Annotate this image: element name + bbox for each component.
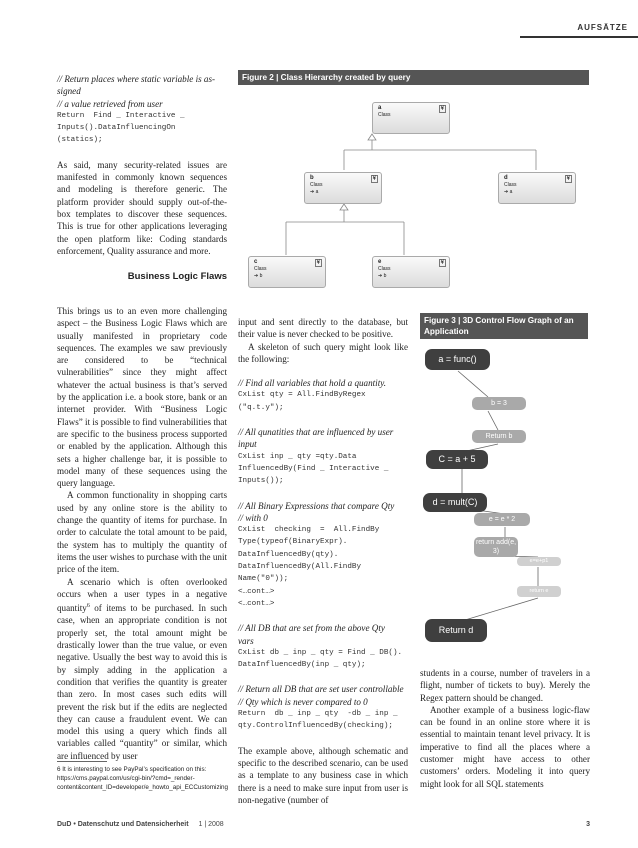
section-header: AUFSÄTZE [577,23,628,32]
paragraph: As said, many security-related issues are manifested in commonly known sequences and modeling is therefore generic. The platform provider should supply out-of-the-box templates to discover these sequences. This is true for other applications leveraging the open platform like: Coding standards enforcement, Quality assurance and more. [57,159,227,256]
footnote-rule [57,761,107,762]
flow-node-return-add: return add(e, 3) [475,539,517,555]
class-name: b [310,175,314,181]
code-line: (statics); [57,136,103,145]
paragraph-text: of items to be purchased. In such case, when an appropriate condition is not properly set, the total amount might be drastically lower than the true value, or even negative. Usually the best way to avoid this is by simply adding in the application a condition that verifies the quantity is greater than zero. In most cases such edits will prevent the risk but if the edits are neglected they can cause a fraudulent event. We can model this using a query which finds all variables called “quantity” or similar, which are influenced by user [57,603,227,761]
class-node-d [498,172,576,204]
collapse-icon: ¥ [440,260,444,266]
code-line: Inputs()); [238,477,284,486]
code-line: CxList db _ inp _ qty = Find _ DB(). [238,648,403,657]
code-comment: // Qty which is never compared to 0 [238,696,368,707]
flow-node-e-e-plus-p1: e=e+p1 [517,557,561,566]
code-line: Return Find _ Interactive _ [57,111,185,120]
column-2 [238,316,408,806]
flow-node-a-func: a = func() [425,349,490,370]
collapse-icon: ¥ [316,260,320,266]
class-name: c [254,259,258,265]
class-node-a [372,102,450,134]
code-line: Name("0")); [238,575,289,584]
class-stereotype: Class [378,266,391,272]
class-name: e [378,259,382,265]
code-comment: // All qunatities that are influenced by user [238,427,394,438]
class-parent: ➔ a [310,189,319,195]
code-line: CxList inp _ qty =qty.Data [238,452,357,461]
code-comment: vars [238,635,254,646]
collapse-icon: ¥ [566,176,570,182]
paragraph-text: A scenario which is often overlooked occurs when a user types in a negative quantity [57,576,227,614]
paragraph: A skeleton of such query might look like the following: [238,341,408,364]
journal-name: DuD • Datenschutz und Datensicherheit [57,821,189,828]
issue-number: 1 | 2008 [198,821,224,828]
column-1-top [57,73,227,295]
footnote: 6 It is interesting to see PayPal’s specification on this: https://cms.paypal.com/us/cgi-bin/?cmd=_render-content&content_ID=developer/e_howto_api_ECCustomizing [57,766,228,791]
code-comment: // All Binary Expressions that compare Qty [238,500,395,511]
flow-node-return-d: Return d [425,619,487,642]
class-node-b [304,172,382,204]
collapse-icon: ¥ [440,106,444,112]
code-comment: // Find all variables that hold a quantity. [238,378,387,389]
code-comment: // with 0 [238,512,268,523]
paragraph: input and sent directly to the database, but their value is never checked to be positive. [238,317,408,340]
paragraph: This brings us to an even more challenging aspect – the Business Logic Flaws which are usually manifested in proprietary code sequences. The examples we saw previously are considered to be “technical vulnerabilities” since they might affect whatever the actual business is that’s served by the application i.e. a book store, bank or an internet provider. With “Business Logic Flaws” it is possible to find vulnerabilities that are specific to the business process supported or enabled by the application. Although this sets a higher challenge bar, it is possible to model many of these sequences using the query language. [57,306,227,489]
paragraph: A common functionality in shopping carts used by any online store is the ability to change the quantity of items for purchase. In order to calculate the total amount to be paid, the system has to multiply the quantity of items the user wishes to purchase with the unit price of the item. [57,490,227,575]
page-number: 3 [586,821,590,828]
class-stereotype: Class [254,266,267,272]
paragraph: The example above, although schematic and specific to the described scenario, can be used as a template to any business case in which there is a need to make sure input from user is non-negative (number of [238,745,408,805]
flow-node-return-b: Return b [472,430,526,443]
code-line: <…cont…> [238,599,275,608]
class-parent: ➔ a [504,189,513,195]
code-line: Inputs().DataInfluencingOn [57,124,176,133]
footer-journal [57,821,224,828]
code-comment: // Return all DB that are set user controllable [238,684,404,695]
flow-node-e-e-times-2: e = e * 2 [474,513,530,526]
flow-node-return-e: return e [517,586,561,597]
class-node-c [248,256,326,288]
class-parent: ➔ b [378,273,387,279]
flow-node-d-mult: d = mult(C) [423,493,487,512]
flow-node-b-3: b = 3 [472,397,526,410]
code-line: DataInfluencedBy(All.FindBy [238,563,362,572]
class-name: d [504,175,508,181]
class-name: a [378,105,382,111]
paragraph: Another example of a business logic-flaw can be found in an online store where it is essential to maintain tenant level privacy. It is imperative to find all the places where a customer might have access to other customers’ orders. Modeling it into query might look for all SQL statements [420,704,590,789]
code-comment: input [238,439,257,450]
code-comment: // a value retrieved from user [57,98,163,109]
code-line: DataInfluencedBy(qty). [238,550,339,559]
paragraph [57,576,227,762]
footnote-ref: 6 [86,603,90,610]
code-line: InfluencedBy(Find _ Interactive _ [238,464,389,473]
code-line: <…cont…> [238,587,275,596]
figure-2-title: Figure 2 | Class Hierarchy created by query [238,70,589,85]
class-node-e [372,256,450,288]
code-line: ("q.t.y"); [238,403,284,412]
code-line: qty.ControlInfluencedBy(checking); [238,722,393,731]
code-line: CxList qty = All.FindByRegex [238,391,366,400]
code-comment: // All DB that are set from the above Qty [238,623,385,634]
paragraph: students in a course, number of travelers in a flight, number of tickets to buy). Merely the Regex pattern should be changed. [420,668,590,703]
section-heading: Business Logic Flaws [127,271,227,283]
class-stereotype: Class [504,182,517,188]
code-line: Type(typeof(BinaryExpr). [238,538,348,547]
header-rule [520,36,638,38]
column-1-body [57,305,227,762]
column-3 [420,667,590,790]
code-comment: signed [57,86,81,97]
flow-node-c-a-plus-5: C = a + 5 [426,450,488,469]
code-line: CxList checking = All.FindBy [238,526,380,535]
figure-3-title: Figure 3 | 3D Control Flow Graph of an Application [420,313,588,339]
code-comment: // Return places where static variable is as- [57,74,216,84]
class-stereotype: Class [378,112,391,118]
class-stereotype: Class [310,182,323,188]
collapse-icon: ¥ [372,176,376,182]
code-line: DataInfluencedBy(inp _ qty); [238,661,366,670]
code-line: Return db _ inp _ qty -db _ inp _ [238,710,398,719]
class-parent: ➔ b [254,273,263,279]
